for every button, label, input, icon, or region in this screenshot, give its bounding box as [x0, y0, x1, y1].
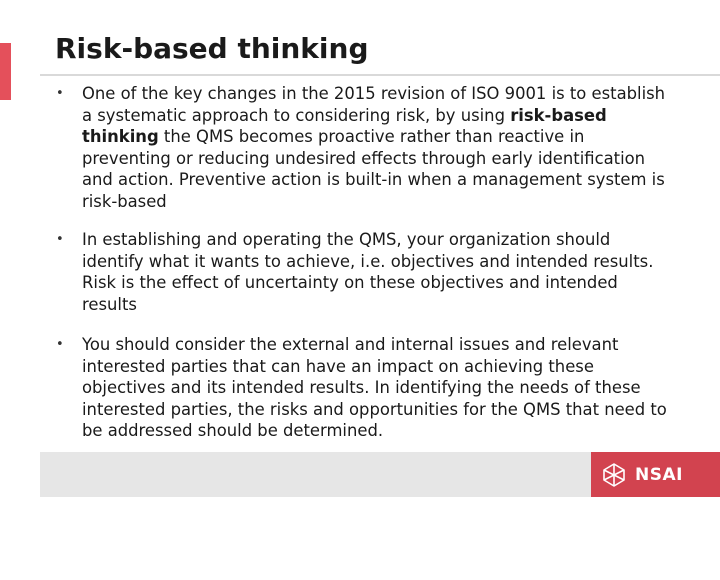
- bullet-text-before: One of the key changes in the 2015 revision of ISO 9001 is to establish a systematic approach to considering risk, by using: [82, 84, 666, 125]
- bullet-dot: •: [56, 86, 64, 101]
- list-item: [56, 83, 676, 213]
- content-panel: [40, 80, 683, 580]
- list-item: [56, 229, 676, 315]
- bullet-text: In establishing and operating the QMS, your organization should identify what it wants to achieve, i.e. objectives and intended results. Risk is the effect of uncertainty on these objectives and intended results: [82, 230, 654, 314]
- nsai-logo: [591, 452, 720, 497]
- bullet-text-bold: risk-based thinking: [82, 105, 607, 147]
- bullet-dot: •: [56, 337, 64, 352]
- list-item: [56, 334, 676, 442]
- bullet-text: You should consider the external and internal issues and relevant interested parties that can have an impact on achieving these objectives and its intended results. In identifying the needs of these interested parties, the risks and opportunities for the QMS that need to be addressed should be determined.: [82, 335, 667, 441]
- bullet-dot: •: [56, 232, 64, 247]
- logo-text: NSAI: [635, 464, 683, 485]
- bullet-text-after: the QMS becomes proactive rather than reactive in preventing or reducing undesired effects through early identification and action. Preventive action is built-in when a management system is risk-based: [82, 127, 665, 211]
- page-title: Risk-based thinking: [55, 32, 369, 65]
- nsai-logo-icon: [601, 462, 627, 488]
- title-accent-bar: [0, 43, 11, 100]
- title-divider: [40, 74, 720, 76]
- bullet-text: [82, 83, 676, 213]
